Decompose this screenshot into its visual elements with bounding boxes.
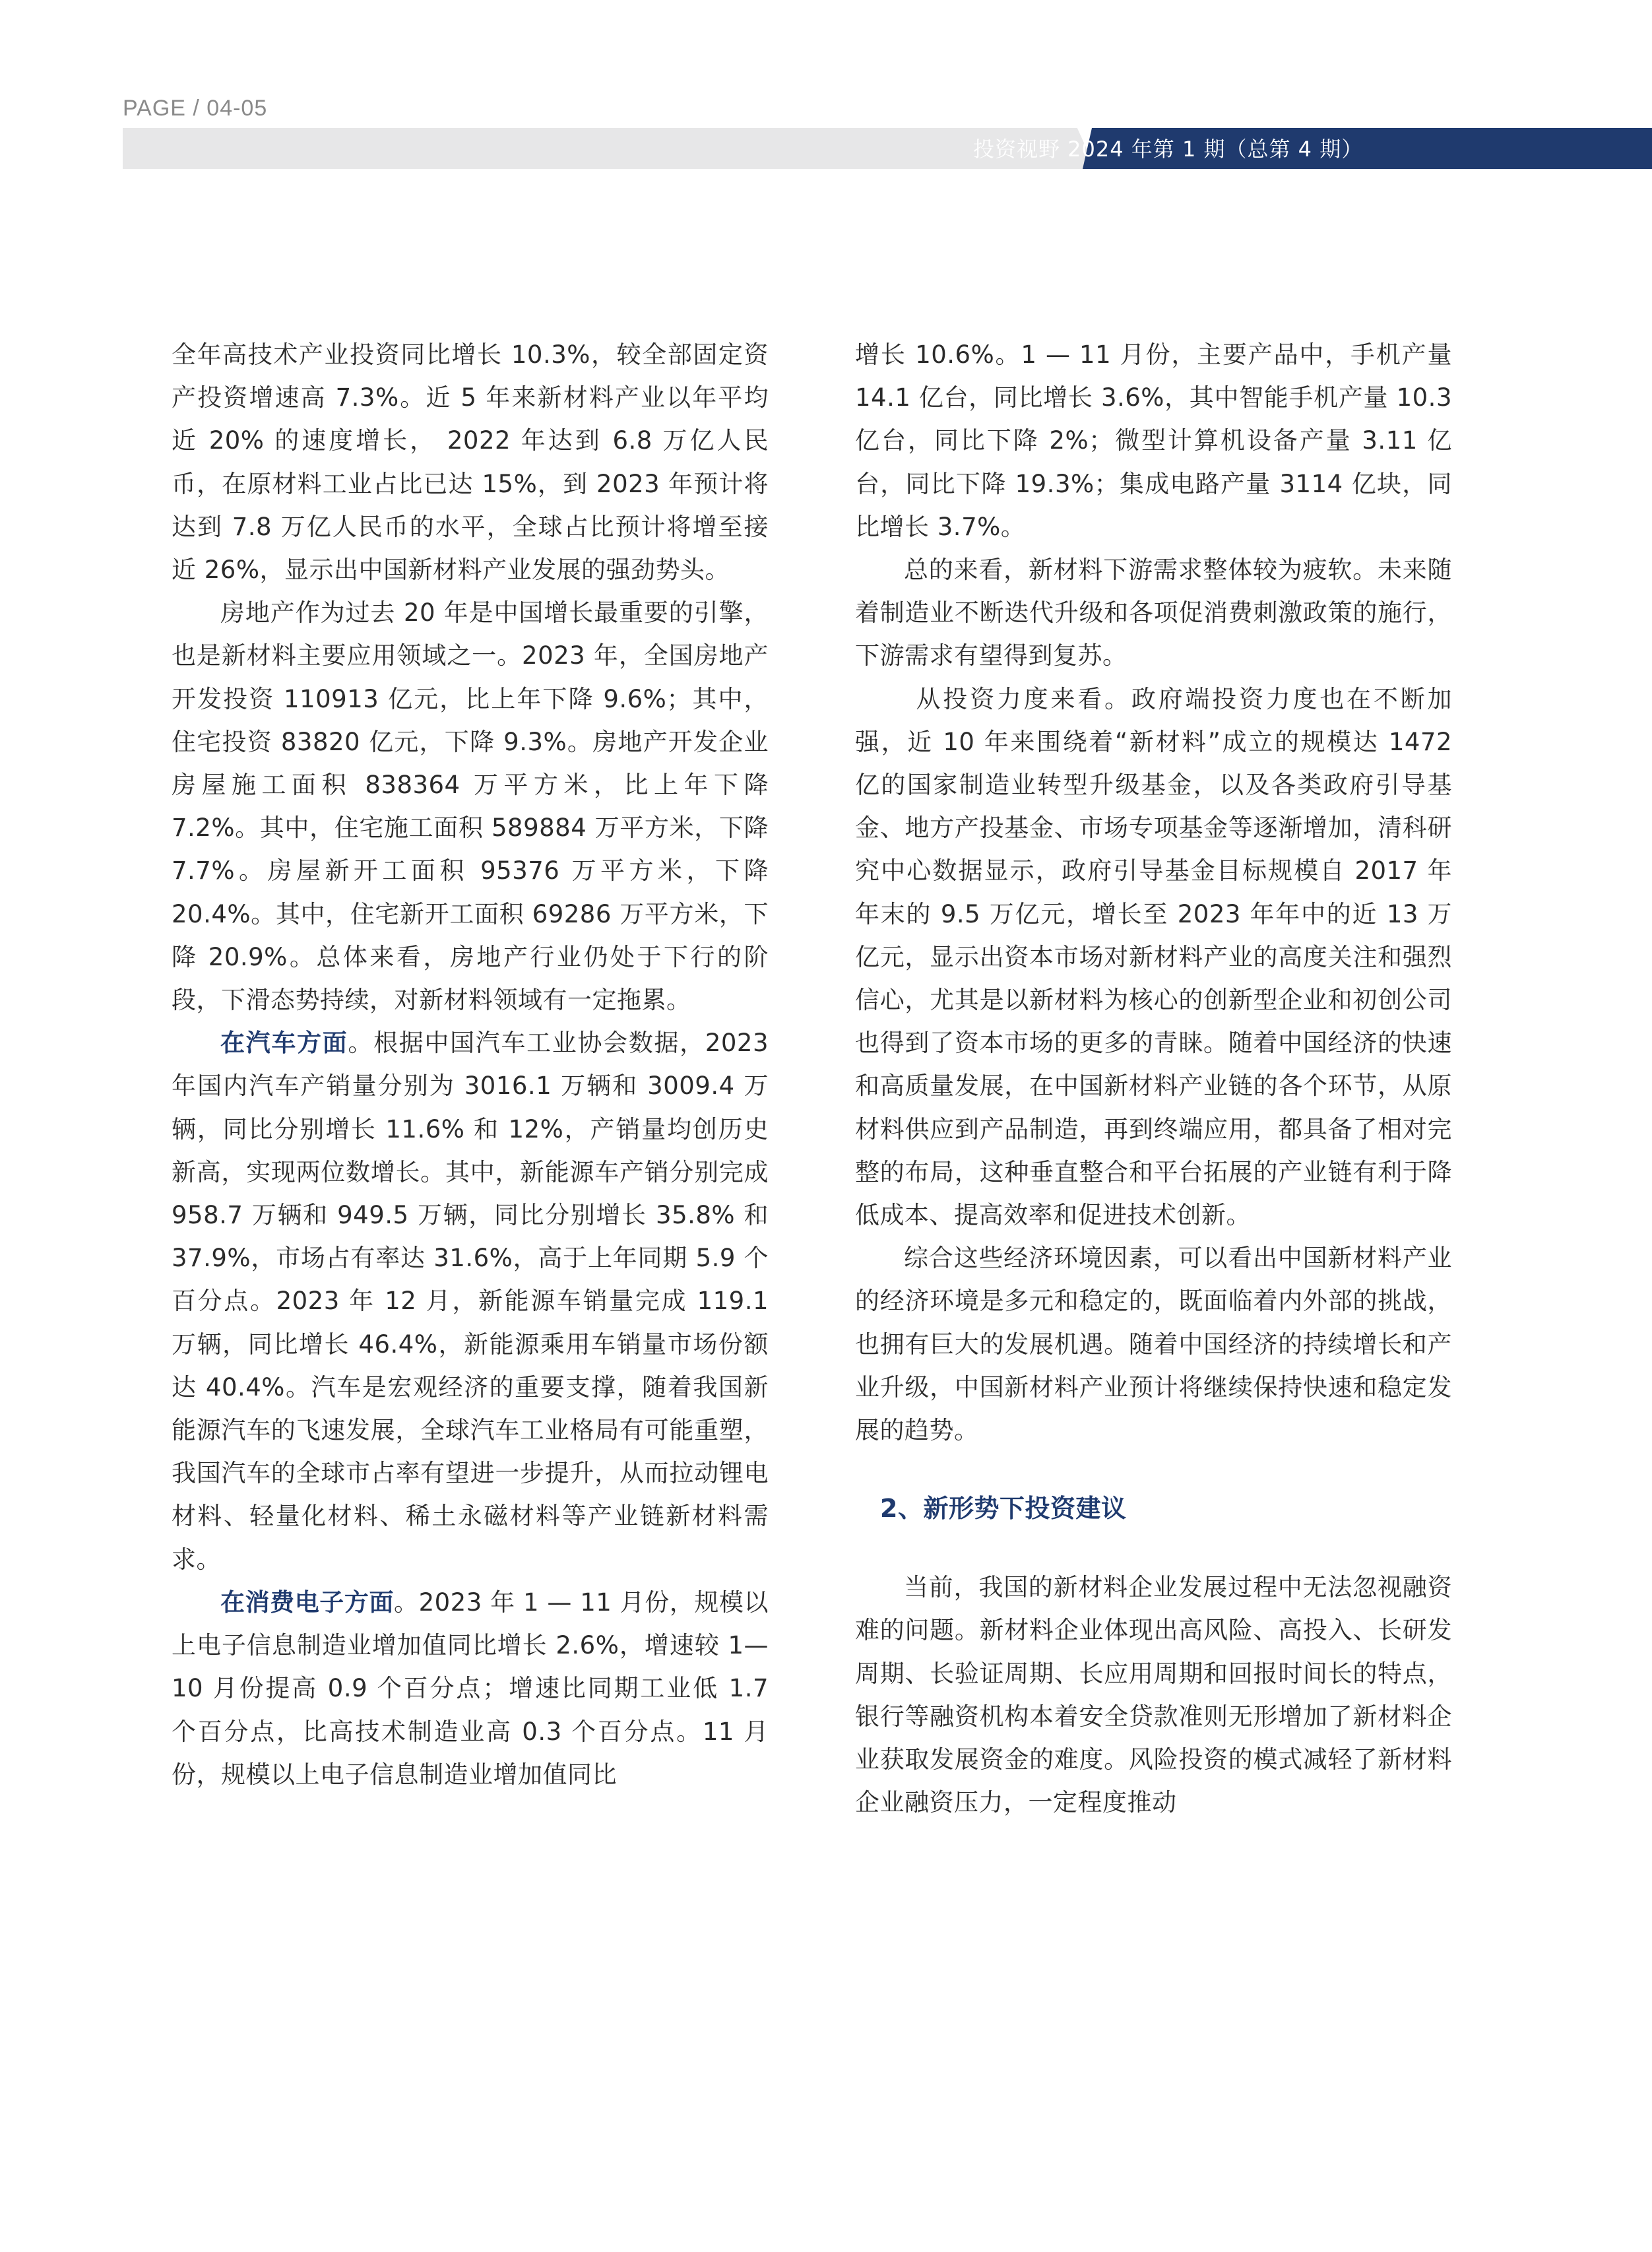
left-column xyxy=(172,333,769,1796)
section-spacer-bottom xyxy=(855,1530,1452,1566)
right-paragraph-2: 总的来看，新材料下游需求整体较为疲软。未来随着制造业不断迭代升级和各项促消费刺激政策的施行，下游需求有望得到复苏。 xyxy=(855,556,1452,670)
left-paragraph-1: 全年高技术产业投资同比增长 10.3%，较全部固定资产投资增速高 7.3%。近 5 年来新材料产业以年平均近 20% 的速度增长， 2022 年达到 6.8 万亿人民币，在原材料工业占比已达 15%，到 2023 年预计将达到 7.8 万亿人民币的水平，全球占比预计将增至接近 26%，显示出中国新材料产业发展的强劲势头。 xyxy=(172,340,769,585)
automotive-lead: 在汽车方面 xyxy=(220,1029,348,1058)
page-number: PAGE / 04-05 xyxy=(123,96,268,121)
consumer-electronics-lead: 在消费电子方面 xyxy=(220,1588,395,1617)
right-paragraph-5: 当前，我国的新材料企业发展过程中无法忽视融资难的问题。新材料企业体现出高风险、高投入、长研发周期、长验证周期、长应用周期和回报时间长的特点，银行等融资机构本着安全贷款准则无形增加了新材料企业获取发展资金的难度。风险投资的模式减轻了新材料企业融资压力，一定程度推动 xyxy=(855,1573,1452,1817)
right-paragraph-3: 从投资力度来看。政府端投资力度也在不断加强，近 10 年来围绕着“新材料”成立的规模达 1472 亿的国家制造业转型升级基金，以及各类政府引导基金、地方产投基金、市场专项基金等逐渐增加，清科研究中心数据显示，政府引导基金目标规模自 2017 年年末的 9.5 万亿元，增长至 2023 年年中的近 13 万亿元，显示出资本市场对新材料产业的高度关注和强烈信心，尤其是以新材料为核心的创新型企业和初创公司也得到了资本市场的更多的青睐。随着中国经济的快速和高质量发展，在中国新材料产业链的各个环节，从原材料供应到产品制造，再到终端应用，都具备了相对完整的布局，这种垂直整合和平台拓展的产业链有利于降低成本、提高效率和促进技术创新。 xyxy=(855,684,1452,1230)
header-band xyxy=(123,128,1652,169)
section-heading: 2、新形势下投资建议 xyxy=(880,1494,1127,1524)
left-paragraph-4 xyxy=(172,1581,769,1796)
right-paragraph-1: 增长 10.6%。1 — 11 月份，主要产品中，手机产量 14.1 亿台，同比增长 3.6%，其中智能手机产量 10.3 亿台，同比下降 2%；微型计算机设备产量 3.11 亿台，同比下降 19.3%；集成电路产量 3114 亿块，同比增长 3.7%。 xyxy=(855,340,1452,541)
consumer-electronics-text: 。2023 年 1 — 11 月份，规模以上电子信息制造业增加值同比增长 2.6%，增速较 1—10 月份提高 0.9 个百分点；增速比同期工业低 1.7 个百分点，比高技术制造业高 0.3 个百分点。11 月份，规模以上电子信息制造业增加值同比 xyxy=(172,1588,769,1789)
issue-title: 投资视野 2024 年第 1 期（总第 4 期） xyxy=(973,137,1364,162)
right-column xyxy=(855,333,1452,1824)
header-band-grey xyxy=(123,128,954,169)
section-spacer-top xyxy=(855,1452,1452,1487)
right-paragraph-4: 综合这些经济环境因素，可以看出中国新材料产业的经济环境是多元和稳定的，既面临着内外部的挑战，也拥有巨大的发展机遇。随着中国经济的持续增长和产业升级，中国新材料产业预计将继续保持快速和稳定发展的趋势。 xyxy=(855,1244,1452,1445)
left-paragraph-3 xyxy=(172,1021,769,1581)
left-paragraph-2: 房地产作为过去 20 年是中国增长最重要的引擎，也是新材料主要应用领域之一。2023 年，全国房地产开发投资 110913 亿元，比上年下降 9.6%；其中，住宅投资 83820 亿元，下降 9.3%。房地产开发企业房屋施工面积 838364 万平方米，比上年下降 7.2%。其中，住宅施工面积 589884 万平方米，下降 7.7%。房屋新开工面积 95376 万平方米，下降 20.4%。其中，住宅新开工面积 69286 万平方米，下降 20.9%。总体来看，房地产行业仍处于下行的阶段，下滑态势持续，对新材料领域有一定拖累。 xyxy=(172,598,769,1015)
automotive-text: 。根据中国汽车工业协会数据，2023 年国内汽车产销量分别为 3016.1 万辆和 3009.4 万辆，同比分别增长 11.6% 和 12%，产销量均创历史新高，实现两位数增长。其中，新能源车产销分别完成 958.7 万辆和 949.5 万辆，同比分别增长 35.8% 和 37.9%，市场占有率达 31.6%，高于上年同期 5.9 个百分点。2023 年 12 月，新能源车销量完成 119.1 万辆，同比增长 46.4%，新能源乘用车销量市场份额达 40.4%。汽车是宏观经济的重要支撑，随着我国新能源汽车的飞速发展，全球汽车工业格局有可能重塑，我国汽车的全球市占率有望进一步提升，从而拉动锂电材料、轻量化材料、稀土永磁材料等产业链新材料需求。 xyxy=(172,1029,769,1574)
